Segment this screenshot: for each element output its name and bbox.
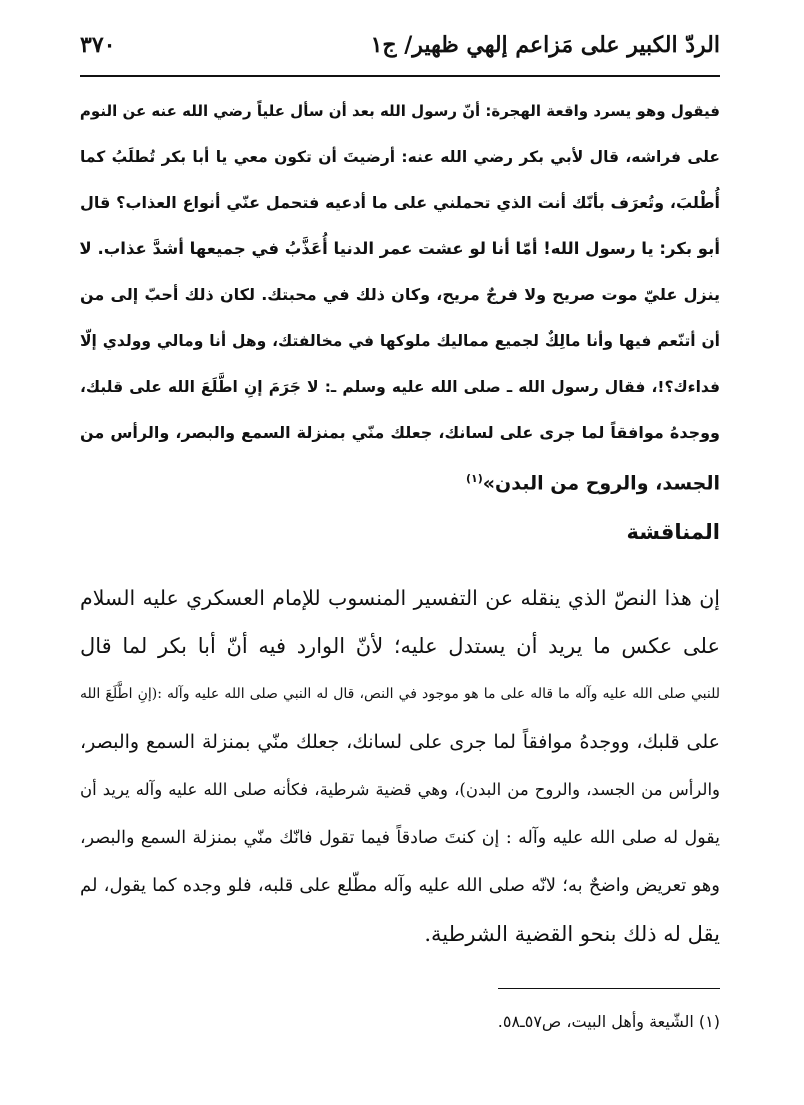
section-heading: المناقشة bbox=[626, 520, 720, 544]
discussion-body bbox=[80, 574, 720, 958]
text-line: يقول له صلى الله عليه وآله : إن كنتَ صادقاً فيما تقول فانّك منّي بمنزلة السمع والبصر، bbox=[80, 828, 720, 848]
text-line: أن أتنّعم فيها وأنا مالِكٌ لجميع مماليك ملوكها في مخالفتك، وهل أنا ومالي وولدي إلّا bbox=[80, 332, 720, 350]
text-line: إن هذا النصّ الذي ينقله عن التفسير المنسوب للإمام العسكري عليه السلام bbox=[80, 586, 720, 610]
text-line: على فراشه، قال لأبي بكر رضي الله عنه: أرضيتَ أن تكون معي يا أبا بكر تُطلَبُ كما bbox=[80, 148, 720, 166]
running-title: الردّ الكبير على مَزاعم إلهي ظهير/ ج١ bbox=[370, 32, 720, 58]
footnote-divider bbox=[498, 988, 720, 989]
text-line: ووجدهُ موافقاً لما جرى على لسانك، جعلك منّي بمنزلة السمع والبصر، والرأس من bbox=[80, 423, 720, 442]
text-line: والرأس من الجسد، والروح من البدن)، وهي قضية شرطية، فكأنه صلى الله عليه وآله يريد أن bbox=[80, 780, 720, 799]
text-line: ينزل عليّ موت صريح ولا فرجٌ مريح، وكان ذلك في محبتك. لكان ذلك أحبّ إلى من bbox=[80, 285, 720, 304]
text-line: فيقول وهو يسرد واقعة الهجرة: أنّ رسول الله بعد أن سأل علياً رضي الله عنه عن النوم bbox=[79, 102, 720, 120]
text-line-content: الجسد، والروح من البدن» bbox=[482, 472, 720, 495]
text-line: على قلبك، ووجدهُ موافقاً لما جرى على لسانك، جعلك منّي بمنزلة السمع والبصر، bbox=[80, 731, 720, 753]
footnote-marker[interactable]: (١) bbox=[465, 472, 483, 485]
text-line: على عكس ما يريد أن يستدل عليه؛ لأنّ الوارد فيه أنّ أبا بكر لما قال bbox=[80, 634, 720, 658]
text-line: للنبي صلى الله عليه وآله ما قاله على ما هو موجود في النص، قال له النبي صلى الله عليه وآله :(إنِ اطَّلَعَ الله bbox=[80, 686, 720, 702]
text-line: فداءك؟!، فقال رسول الله ـ صلى الله عليه وسلم ـ: لا جَرَمَ إنِ اطَّلَعَ الله على قلبك، bbox=[80, 378, 720, 396]
text-line: وهو تعريض واضحٌ به؛ لانّه صلى الله عليه وآله مطّلع على قلبه، فلو وجده كما يقول، لم bbox=[80, 875, 720, 896]
page-number: ٣٧٠ bbox=[80, 32, 116, 58]
text-line: أبو بكر: يا رسول الله! أمّا أنا لو عشت عمر الدنيا أُعَذَّبُ في جميعها أشدَّ عذاب. لا bbox=[79, 239, 720, 258]
quoted-passage bbox=[80, 88, 720, 502]
footnote: (١) الشّيعة وأهل البيت، ص٥٧ـ٥٨. bbox=[497, 1012, 720, 1031]
text-line bbox=[80, 456, 720, 502]
header-divider bbox=[80, 75, 720, 77]
text-line: يقل له ذلك بنحو القضية الشرطية. bbox=[424, 922, 720, 946]
page-header bbox=[80, 28, 720, 72]
text-line: أُطْلبَ، وتُعرَف بأنّك أنت الذي تحملني على ما أدعيه فتحمل عنّي أنواع العذاب؟ قال bbox=[80, 193, 720, 212]
